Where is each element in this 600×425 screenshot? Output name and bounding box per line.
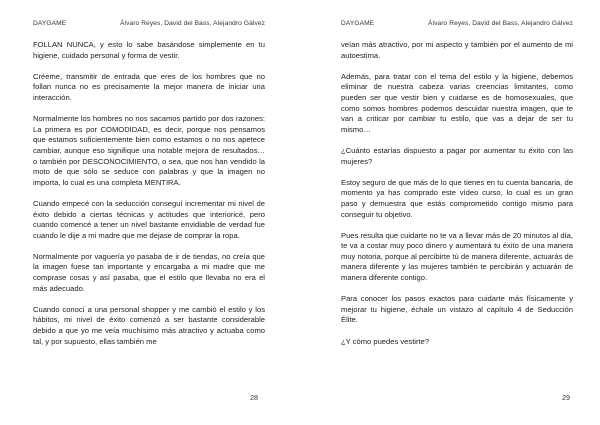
page-body — [33, 40, 265, 358]
paragraph: Cuando empecé con la seducción conseguí incrementar mi nivel de éxito debido a ciertas técnicas y actitudes que interioricé, pero cuando comencé a tener un nivel bastante envidiable de verdad fue cuando le dije a mi madre que me dejase de comprar la ropa. — [33, 198, 265, 240]
page-number: 29 — [562, 393, 570, 402]
running-header — [341, 20, 573, 27]
paragraph: veían más atractivo, por mi aspecto y también por el aumento de mi autoestima. — [341, 40, 573, 60]
paragraph: FOLLAN NUNCA, y esto lo sabe basándose simplemente en tu higiene, cuidado personal y forma de vestir. — [33, 40, 265, 60]
paragraph: ¿Cuánto estarías dispuesto a pagar por aumentar tu éxito con las mujeres? — [341, 145, 573, 166]
paragraph: Para conocer los pasos exactos para cuidarte más físicamente y mejorar tu higiene, échale un vistazo al capítulo 4 de Seducción Élite. — [341, 294, 573, 325]
paragraph: Además, para tratar con el tema del estilo y la higiene, debemos eliminar de nuestra cabeza varias creencias limitantes, como pueden ser que vestir bien y cuidarse es de homosexuales, que como somos hombres podemos descuidar nuestra imagen, que te van a criticar por cambiar tu estilo, que vas a dejar de ser tu mismo… — [341, 71, 573, 134]
running-header — [33, 20, 265, 27]
right-page — [300, 0, 600, 425]
page-number: 28 — [250, 393, 258, 402]
page-body — [341, 40, 573, 358]
paragraph: ¿Y cómo puedes vestirte? — [341, 336, 430, 346]
header-title: DAYGAME — [33, 20, 67, 27]
paragraph: Normalmente los hombres no nos sacamos partido por dos razones: La primera es por COMODIDAD, es decir, porque nos pensamos que estamos suficientemente bien como estamos o no nos apetece cambiar, aunque eso signifique una notable mejora de resultados… o también por DESCONOCIMIENTO, o sea, que nos han vendido la moto de que sólo se seduce con palabras y que la imagen no importa, lo cual es una completa MENTIRA. — [33, 114, 265, 187]
header-authors: Álvaro Reyes, David del Bass, Alejandro Gálvez — [428, 20, 573, 27]
paragraph: Cuando conocí a una personal shopper y me cambió el estilo y los hábitos, mi nivel de éxito comenzó a ser bastante considerable debido a que yo me veía muchísimo más atractivo y actuaba como tal, y por supuesto, ellas también me — [33, 304, 265, 346]
paragraph: Créeme, transmitir de entrada que eres de los hombres que no follan nunca no es precisamente la mejor manera de iniciar una interacción. — [33, 71, 265, 102]
header-title: DAYGAME — [341, 20, 375, 27]
paragraph: Normalmente por vaguería yo pasaba de ir de tiendas, no creía que la imagen fuese tan importante y encargaba a mi madre que me comprase cosas y así pasaba, que el estilo que llevaba no era el más adecuado. — [33, 251, 265, 293]
paragraph: Estoy seguro de que más de lo que tienes en tu cuenta bancaria, de momento ya has comprado este vídeo curso, lo cual es un gran paso y demuestra que estás comprometido contigo mismo para conseguir tu objetivo. — [341, 177, 573, 219]
paragraph: Pues resulta que cuidarte no te va a llevar más de 20 minutos al día, te va a costar muy poco dinero y aumentará tu éxito de una manera muy notoria, porque al percibirte tú de manera diferente, actuarás de manera diferente y las mujeres también te percibirán y actuarán de manera diferente contigo. — [341, 230, 573, 283]
header-authors: Álvaro Reyes, David del Bass, Alejandro Gálvez — [120, 20, 265, 27]
